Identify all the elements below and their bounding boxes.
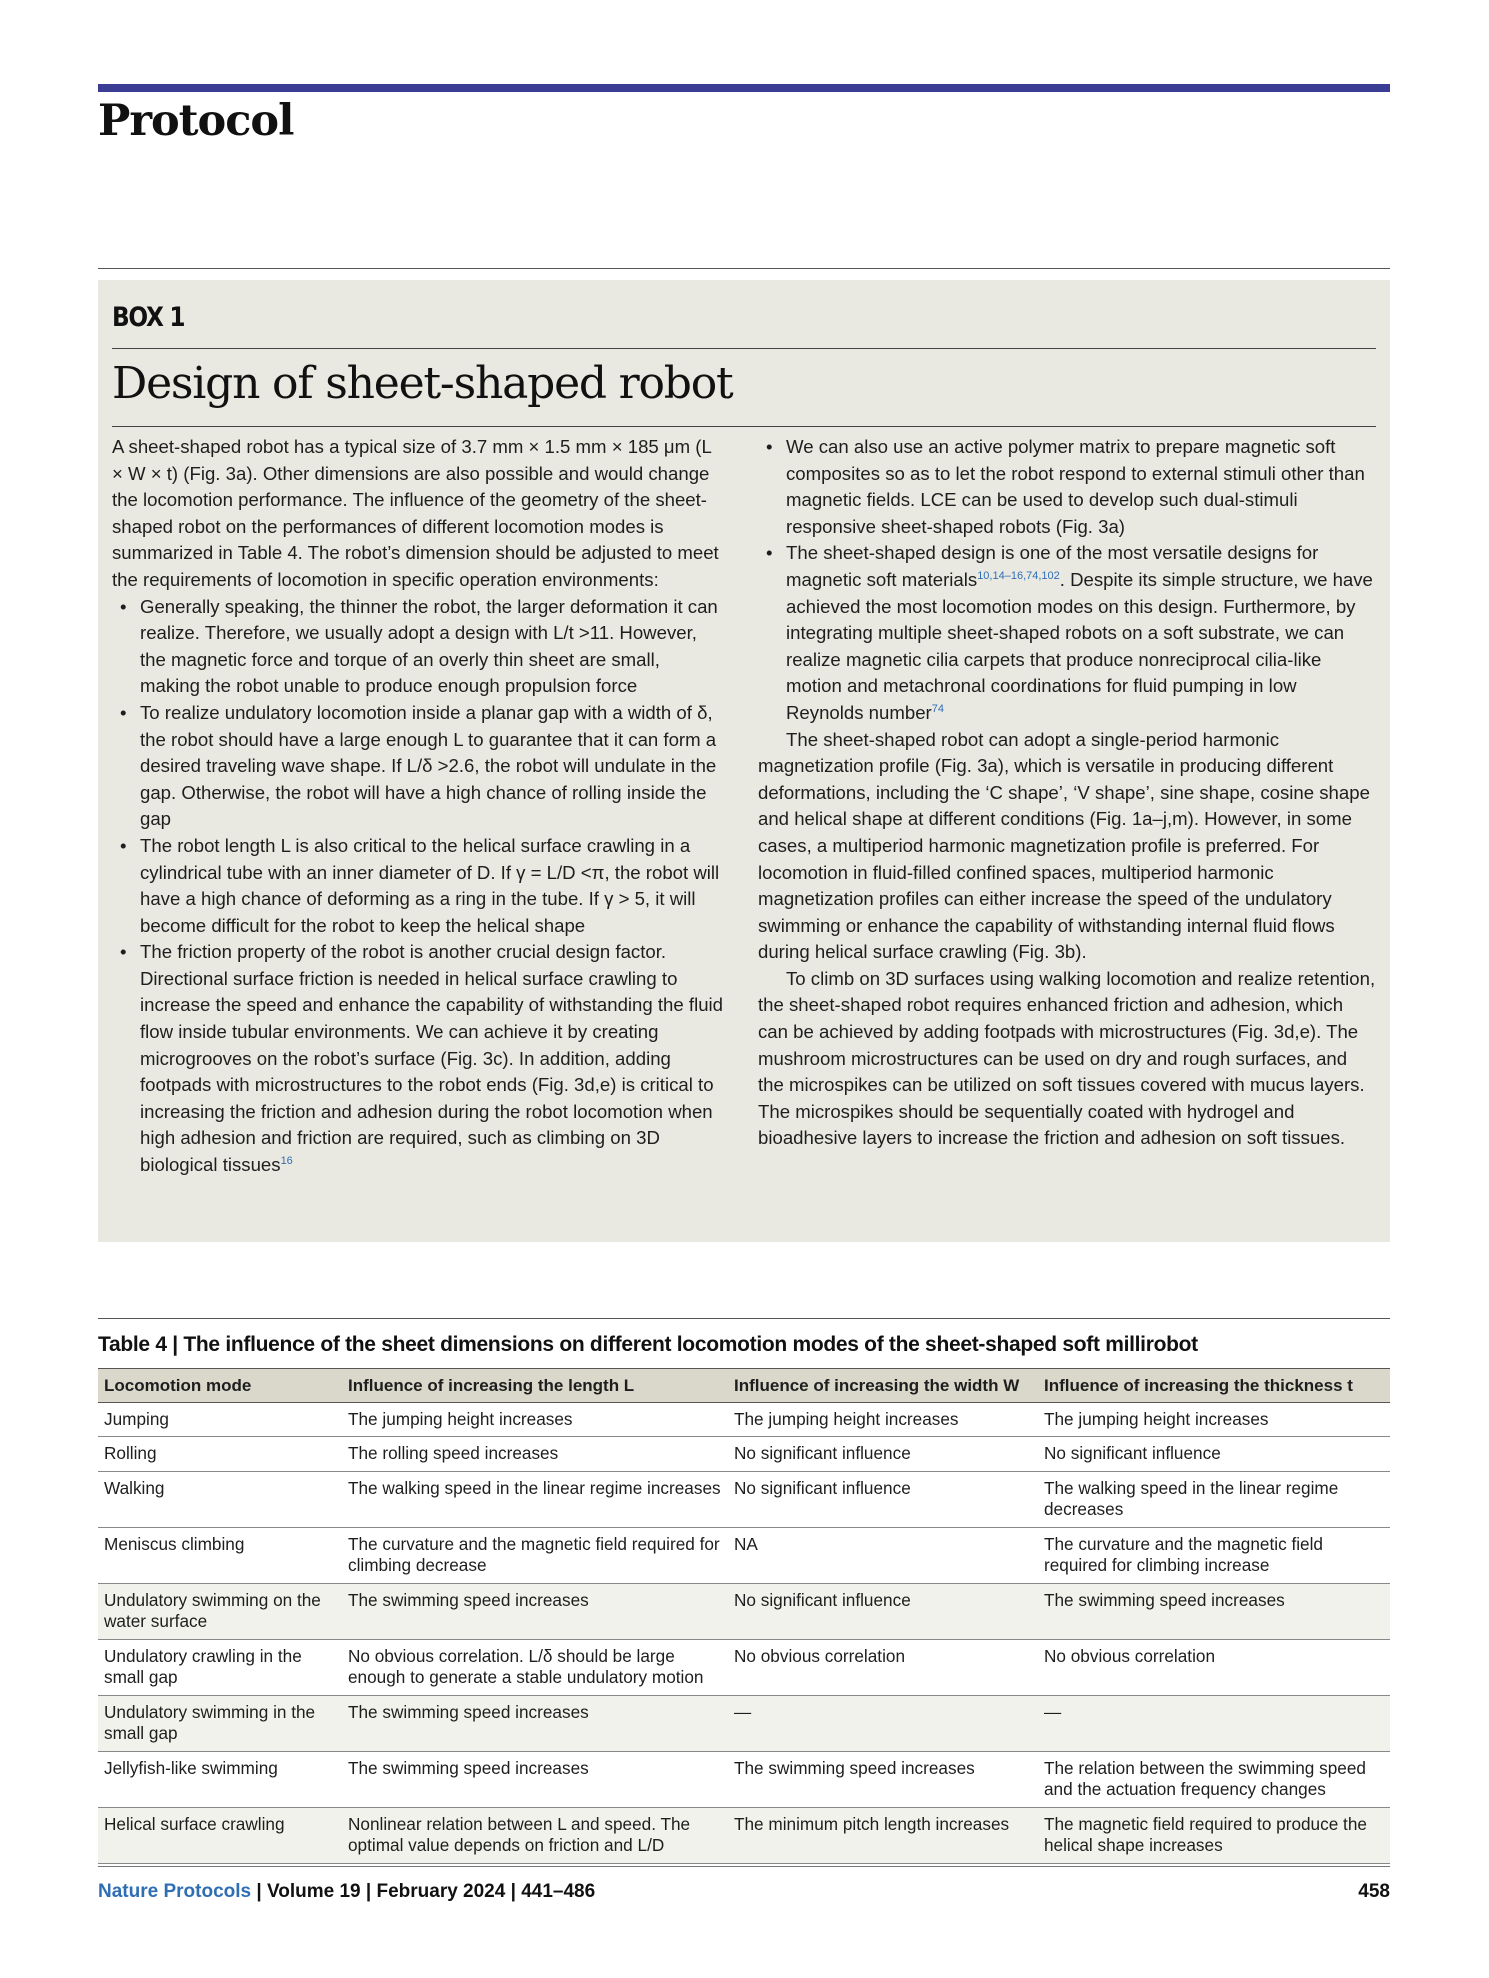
bullet-item: • The sheet-shaped design is one of the most versatile designs for magnetic soft materials$^{10,14-16,74,102}$. Despite its simple structure, we have achieved the most locomotion modes on this design. Furthermore, by integrating multiple sheet-shaped robots on a soft substrate, we can realize magnetic cilia carpets that produce nonreciprocal cilia-like motion and metachronal coordinations for fluid pumping in low Reynolds number$^{74}$: [786, 540, 1376, 726]
box-paragraph: To climb on 3D surfaces using walking locomotion and realize retention, the sheet-shaped robot requires enhanced friction and adhesion, which can be achieved by adding footpads with microstructures (Fig. 3d,e). The mushroom microstructures can be used on dry and rough surfaces, and the microspikes can be utilized on soft tissues covered with mucus layers. The microspikes should be sequentially coated with hydrogel and bioadhesive layers to increase the friction and adhesion on soft tissues.: [758, 967, 1376, 1149]
table-cell: Nonlinear relation between L and speed. The optimal value depends on friction and L/D: [342, 1807, 728, 1863]
table-row: [98, 1402, 1390, 1437]
bullet-item: • We can also use an active polymer matrix to prepare magnetic soft composites so as to let the robot respond to external stimuli other than magnetic fields. LCE can be used to develop such dual-stimuli responsive sheet-shaped robots (Fig. 3a): [786, 434, 1376, 540]
table-cell: —: [1038, 1695, 1390, 1751]
table-cell: No obvious correlation: [1038, 1639, 1390, 1695]
box-title: Design of sheet-shaped robot: [112, 358, 733, 409]
table-header-cell: Locomotion mode: [98, 1369, 342, 1403]
table-cell: Meniscus climbing: [98, 1527, 342, 1583]
table-cell: The curvature and the magnetic field required for climbing decrease: [342, 1527, 728, 1583]
table-cell: The minimum pitch length increases: [728, 1807, 1038, 1863]
table-cell: The relation between the swimming speed and the actuation frequency changes: [1038, 1751, 1390, 1807]
box-right-bullets: [758, 434, 1376, 727]
table-cell: Undulatory swimming in the small gap: [98, 1695, 342, 1751]
table-row: [98, 1437, 1390, 1472]
table-header-cell: Influence of increasing the width W: [728, 1369, 1038, 1403]
top-accent-bar: [98, 84, 1390, 92]
table-cell: The walking speed in the linear regime decreases: [1038, 1471, 1390, 1527]
table-cell: No obvious correlation. L/δ should be large enough to generate a stable undulatory motion: [342, 1639, 728, 1695]
box-label: BOX 1: [112, 302, 185, 333]
table-row: [98, 1751, 1390, 1807]
table-cell: Undulatory swimming on the water surface: [98, 1583, 342, 1639]
table-cell: The swimming speed increases: [1038, 1583, 1390, 1639]
table-cell: The jumping height increases: [1038, 1402, 1390, 1437]
journal-link[interactable]: Nature Protocols: [98, 1881, 252, 1902]
box-paragraph: The sheet-shaped robot can adopt a single-period harmonic magnetization profile (Fig. 3a), which is versatile in producing different deformations, including the ‘C shape’, ‘V shape’, sine shape, cosine shape and helical shape at different conditions (Fig. 1a–j,m). However, in some cases, a multiperiod harmonic magnetization profile is preferred. For locomotion in fluid-filled confined spaces, multiperiod harmonic magnetization profiles can either increase the speed of the undulatory swimming or enhance the capability of withstanding internal fluid flows during helical surface crawling (Fig. 3b).: [758, 728, 1370, 963]
box-title-rule: [112, 426, 1376, 427]
bullet-item: • The friction property of the robot is another crucial design factor. Directional surface friction is needed in helical surface crawling to increase the speed and enhance the capability of withstanding the fluid flow inside tubular environments. We can achieve it by creating microgrooves on the robot’s surface (Fig. 3c). In addition, adding footpads with microstructures to the robot ends (Fig. 3d,e) is critical to increasing the friction and adhesion during the robot locomotion when high adhesion and friction are required, such as climbing on 3D biological tissues$^{16}$: [140, 939, 724, 1178]
box-right-column: [758, 434, 1376, 1152]
footer-rule: [98, 1866, 1390, 1867]
table-cell: The jumping height increases: [342, 1402, 728, 1437]
table-cell: The rolling speed increases: [342, 1437, 728, 1472]
box-top-rule: [98, 268, 1390, 269]
table-row: [98, 1639, 1390, 1695]
page-number: 458: [1358, 1881, 1390, 1902]
table-cell: —: [728, 1695, 1038, 1751]
box-left-bullets: [112, 594, 724, 1179]
table-row: [98, 1471, 1390, 1527]
table-header-row: [98, 1369, 1390, 1403]
table-row: [98, 1527, 1390, 1583]
box-left-column: [112, 434, 724, 1179]
table-cell: No significant influence: [728, 1437, 1038, 1472]
table-cell: Helical surface crawling: [98, 1807, 342, 1863]
table-cell: No obvious correlation: [728, 1639, 1038, 1695]
table-cell: NA: [728, 1527, 1038, 1583]
issue-details: | Volume 19 | February 2024 | 441–486: [251, 1881, 596, 1902]
table-header-cell: Influence of increasing the length L: [342, 1369, 728, 1403]
table-cell: The swimming speed increases: [342, 1695, 728, 1751]
section-title: Protocol: [98, 96, 294, 146]
table-cell: The swimming speed increases: [728, 1751, 1038, 1807]
table-cell: The magnetic field required to produce the helical shape increases: [1038, 1807, 1390, 1863]
box-panel: [98, 280, 1390, 1242]
table-cell: The curvature and the magnetic field required for climbing increase: [1038, 1527, 1390, 1583]
table-cell: The walking speed in the linear regime increases: [342, 1471, 728, 1527]
table-row: [98, 1695, 1390, 1751]
reference-link[interactable]: 10,14–16,74,102: [977, 569, 1060, 582]
table-cell: Jumping: [98, 1402, 342, 1437]
reference-link[interactable]: 74: [931, 702, 944, 715]
table-header-cell: Influence of increasing the thickness t: [1038, 1369, 1390, 1403]
table-cell: Walking: [98, 1471, 342, 1527]
table-cell: The swimming speed increases: [342, 1583, 728, 1639]
box-intro-paragraph: A sheet-shaped robot has a typical size of 3.7 mm × 1.5 mm × 185 μm (L × W × t) (Fig. 3a). Other dimensions are also possible and would change the locomotion performance. The influence of the geometry of the sheet-shaped robot on the performances of different locomotion modes is summarized in Table 4. The robot’s dimension should be adjusted to meet the requirements of locomotion in specific operation environments:: [112, 436, 719, 590]
table-row: [98, 1583, 1390, 1639]
footer-citation: [98, 1881, 595, 1903]
table-cell: Jellyfish-like swimming: [98, 1751, 342, 1807]
bullet-item: • The robot length L is also critical to the helical surface crawling in a cylindrical tube with an inner diameter of D. If γ = L/D <π, the robot will have a high chance of deforming as a ring in the tube. If γ > 5, it will become difficult for the robot to keep the helical shape: [140, 833, 724, 939]
table-row: [98, 1807, 1390, 1863]
table-cell: No significant influence: [728, 1471, 1038, 1527]
bullet-item: • To realize undulatory locomotion inside a planar gap with a width of δ, the robot should have a large enough L to guarantee that it can form a desired traveling wave shape. If L/δ >2.6, the robot will undulate in the gap. Otherwise, the robot will have a high chance of rolling inside the gap: [140, 700, 724, 833]
table-cell: The jumping height increases: [728, 1402, 1038, 1437]
locomotion-table: [98, 1368, 1390, 1864]
table-caption: Table 4 | The influence of the sheet dimensions on different locomotion modes of the sheet-shaped soft millirobot: [98, 1318, 1390, 1357]
table-cell: No significant influence: [1038, 1437, 1390, 1472]
table-cell: No significant influence: [728, 1583, 1038, 1639]
bullet-item: • Generally speaking, the thinner the robot, the larger deformation it can realize. Therefore, we usually adopt a design with L/t >11. However, the magnetic force and torque of an overly thin sheet are small, making the robot unable to produce enough propulsion force: [140, 594, 724, 700]
table-cell: Rolling: [98, 1437, 342, 1472]
table-cell: The swimming speed increases: [342, 1751, 728, 1807]
box-label-rule: [112, 348, 1376, 349]
table-cell: Undulatory crawling in the small gap: [98, 1639, 342, 1695]
reference-link[interactable]: 16: [280, 1155, 293, 1168]
